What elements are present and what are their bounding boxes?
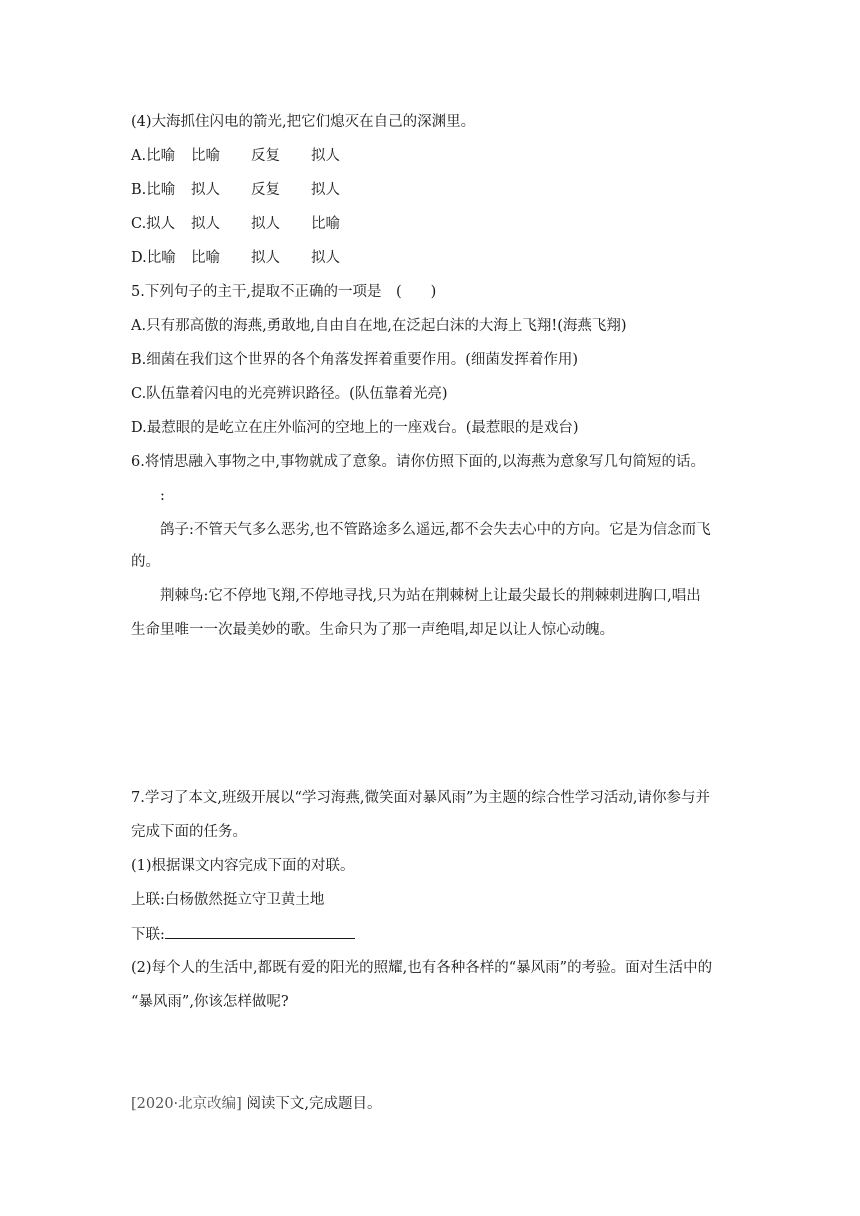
q7-upper-couplet: 上联:白杨傲然挺立守卫黄土地 [131, 892, 325, 908]
q6-thornbird-line1: 荆棘鸟:它不停地飞翔,不停地寻找,只为站在荆棘树上让最尖最长的荆棘刺进胸口,唱出 [160, 588, 701, 604]
source-tag: [2020·北京改编] [131, 1096, 242, 1112]
q4-4-option-c: C.拟人 拟人 拟人 比喻 [131, 216, 340, 232]
q7-stem-line1: 7.学习了本文,班级开展以“学习海燕,微笑面对暴风雨”为主题的综合性学习活动,请你参与并 [131, 790, 710, 806]
q4-4-option-b: B.比喻 拟人 反复 拟人 [131, 182, 340, 198]
q7-sub1: (1)根据课文内容完成下面的对联。 [131, 858, 355, 874]
reading-intro [131, 1094, 382, 1114]
q6-pigeon-line1: 鸽子:不管天气多么恶劣,也不管路途多么遥远,都不会失去心中的方向。它是为信念而飞 [160, 522, 711, 538]
q4-4-option-a: A.比喻 比喻 反复 拟人 [131, 148, 340, 164]
q5-option-b: B.细菌在我们这个世界的各个角落发挥着重要作用。(细菌发挥着作用) [131, 352, 579, 368]
q5-option-a: A.只有那高傲的海燕,勇敢地,自由自在地,在泛起白沫的大海上飞翔!(海燕飞翔) [131, 318, 627, 334]
q4-4-option-d: D.比喻 比喻 拟人 拟人 [131, 250, 340, 266]
reading-instruction: 阅读下文,完成题目。 [246, 1096, 382, 1112]
q5-option-d: D.最惹眼的是屹立在庄外临河的空地上的一座戏台。(最惹眼的是戏台) [131, 420, 579, 436]
q4-4-stem: (4)大海抓住闪电的箭光,把它们熄灭在自己的深渊里。 [131, 114, 476, 130]
q7-stem-line2: 完成下面的任务。 [131, 824, 247, 840]
q6-colon: : [160, 488, 165, 504]
q7-sub2-line2: “暴风雨”,你该怎样做呢? [131, 994, 289, 1010]
q6-pigeon-line2: 的。 [131, 554, 160, 570]
q6-thornbird-line2: 生命里唯一一次最美妙的歌。生命只为了那一声绝唱,却足以让人惊心动魄。 [131, 622, 615, 638]
q7-sub2-line1: (2)每个人的生活中,都既有爱的阳光的照耀,也有各种各样的“暴风雨”的考验。面对生活中的 [131, 960, 713, 976]
q5-option-c: C.队伍靠着闪电的光亮辨识路径。(队伍靠着光亮) [131, 386, 448, 402]
q6-stem: 6.将情思融入事物之中,事物就成了意象。请你仿照下面的,以海燕为意象写几句简短的话。 [131, 454, 706, 470]
q7-lower-couplet: 下联: [131, 924, 355, 945]
q5-stem: 5.下列句子的主干,提取不正确的一项是 ( ) [131, 284, 437, 300]
answer-blank[interactable] [165, 924, 355, 939]
